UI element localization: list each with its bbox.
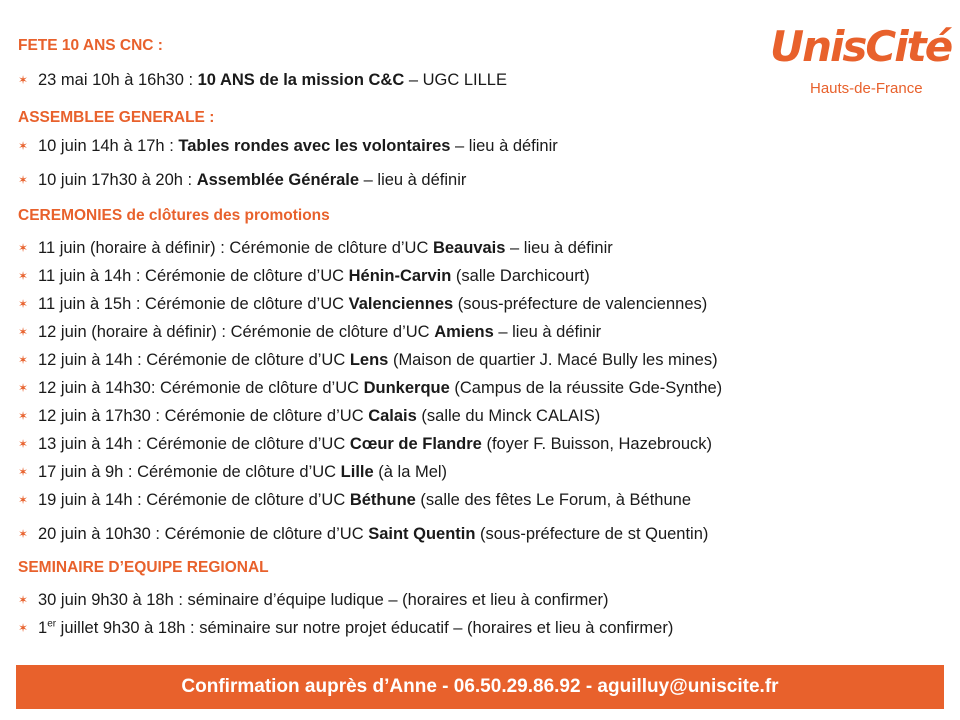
item-text: 19 juin à 14h : Cérémonie de clôture d’UC — [38, 491, 350, 509]
star-bullet-icon: ✶ — [18, 73, 29, 87]
star-bullet-icon: ✶ — [18, 353, 29, 367]
section-heading: ASSEMBLEE GENERALE : — [18, 109, 215, 126]
item-text: juillet 9h30 à 18h : séminaire sur notre projet éducatif – (horaires et lieu à confirmer) — [56, 619, 674, 637]
item-highlight: Lille — [340, 463, 374, 481]
item-location: – lieu à définir — [450, 137, 558, 155]
item-location: – UGC LILLE — [404, 71, 507, 89]
agenda-item — [18, 68, 507, 92]
item-highlight: Valenciennes — [348, 295, 454, 313]
item-location: (Maison de quartier J. Macé Bully les mines) — [388, 351, 718, 369]
star-bullet-icon: ✶ — [18, 593, 29, 607]
item-highlight: Lens — [349, 351, 389, 369]
section-heading: CEREMONIES de clôtures des promotions — [18, 207, 330, 224]
item-highlight: Béthune — [349, 491, 416, 509]
item-text: 23 mai 10h à 16h30 : — [38, 71, 198, 89]
item-text: 17 juin à 9h : Cérémonie de clôture d’UC — [38, 463, 341, 481]
item-location: – lieu à définir — [493, 323, 602, 341]
item-highlight: Cœur de Flandre — [349, 435, 482, 453]
item-location: (foyer F. Buisson, Hazebrouck) — [481, 435, 713, 453]
item-location: (salle Darchicourt) — [451, 267, 590, 285]
star-bullet-icon: ✶ — [18, 297, 29, 311]
item-text: 11 juin à 14h : Cérémonie de clôture d’UC — [38, 267, 349, 285]
item-text: 20 juin à 10h30 : Cérémonie de clôture d’UC — [38, 525, 369, 543]
item-text: 13 juin à 14h : Cérémonie de clôture d’UC — [38, 435, 350, 453]
item-location: (sous-préfecture de valenciennes) — [453, 295, 708, 313]
star-bullet-icon: ✶ — [18, 325, 29, 339]
item-highlight: Calais — [368, 407, 417, 425]
star-bullet-icon: ✶ — [18, 269, 29, 283]
agenda-item — [18, 588, 609, 612]
item-superscript: er — [47, 618, 57, 630]
agenda-item — [18, 488, 691, 512]
agenda-item — [18, 432, 712, 456]
item-highlight: Dunkerque — [363, 379, 450, 397]
item-location: – lieu à définir — [505, 239, 613, 257]
star-bullet-icon: ✶ — [18, 437, 29, 451]
item-text: 1 — [38, 619, 48, 637]
item-location: – lieu à définir — [359, 171, 467, 189]
logo-subtitle: Hauts-de-France — [810, 80, 923, 97]
item-text: 11 juin (horaire à définir) : Cérémonie de clôture d’UC — [38, 239, 433, 257]
section-heading: FETE 10 ANS CNC : — [18, 37, 163, 54]
item-highlight: Amiens — [434, 323, 494, 341]
item-location: (sous-préfecture de st Quentin) — [475, 525, 709, 543]
agenda-item — [18, 376, 722, 400]
item-text: 30 juin 9h30 à 18h : séminaire d’équipe ludique – (horaires et lieu à confirmer) — [38, 591, 609, 609]
star-bullet-icon: ✶ — [18, 381, 29, 395]
item-highlight: Saint Quentin — [368, 525, 476, 543]
item-text: 10 juin 17h30 à 20h : — [38, 171, 197, 189]
item-location: (Campus de la réussite Gde-Synthe) — [449, 379, 723, 397]
star-bullet-icon: ✶ — [18, 621, 29, 635]
agenda-item — [18, 264, 590, 288]
item-highlight: Assemblée Générale — [196, 171, 360, 189]
star-bullet-icon: ✶ — [18, 493, 29, 507]
agenda-item — [18, 168, 466, 192]
agenda-item — [18, 522, 708, 546]
star-bullet-icon: ✶ — [18, 527, 29, 541]
item-highlight: 10 ANS de la mission C&C — [197, 71, 405, 89]
item-text: 12 juin à 14h : Cérémonie de clôture d’UC — [38, 351, 350, 369]
item-text: 11 juin à 15h : Cérémonie de clôture d’UC — [38, 295, 349, 313]
agenda-item — [18, 460, 447, 484]
item-highlight: Beauvais — [432, 239, 506, 257]
item-text: 10 juin 14h à 17h : — [38, 137, 179, 155]
item-location: (salle des fêtes Le Forum, à Béthune — [415, 491, 691, 509]
agenda-item — [18, 404, 600, 428]
item-highlight: Hénin-Carvin — [348, 267, 452, 285]
agenda-item — [18, 348, 718, 372]
confirmation-banner: Confirmation auprès d’Anne - 06.50.29.86.92 - aguilluy@uniscite.fr — [16, 665, 944, 709]
logo-wordmark: UnisCité — [770, 22, 952, 71]
star-bullet-icon: ✶ — [18, 409, 29, 423]
star-bullet-icon: ✶ — [18, 173, 29, 187]
agenda-item — [18, 236, 613, 260]
item-location: (à la Mel) — [373, 463, 448, 481]
item-location: (salle du Minck CALAIS) — [416, 407, 601, 425]
item-text: 12 juin à 14h30: Cérémonie de clôture d’UC — [38, 379, 364, 397]
item-highlight: Tables rondes avec les volontaires — [178, 137, 451, 155]
item-text: 12 juin à 17h30 : Cérémonie de clôture d’UC — [38, 407, 369, 425]
item-text: 12 juin (horaire à définir) : Cérémonie de clôture d’UC — [38, 323, 435, 341]
star-bullet-icon: ✶ — [18, 139, 29, 153]
star-bullet-icon: ✶ — [18, 241, 29, 255]
uniscite-logo — [770, 22, 952, 100]
agenda-item — [18, 292, 707, 316]
agenda-item — [18, 134, 558, 158]
star-bullet-icon: ✶ — [18, 465, 29, 479]
section-heading: SEMINAIRE D’EQUIPE REGIONAL — [18, 559, 269, 576]
agenda-item — [18, 320, 601, 344]
agenda-item — [18, 616, 673, 640]
